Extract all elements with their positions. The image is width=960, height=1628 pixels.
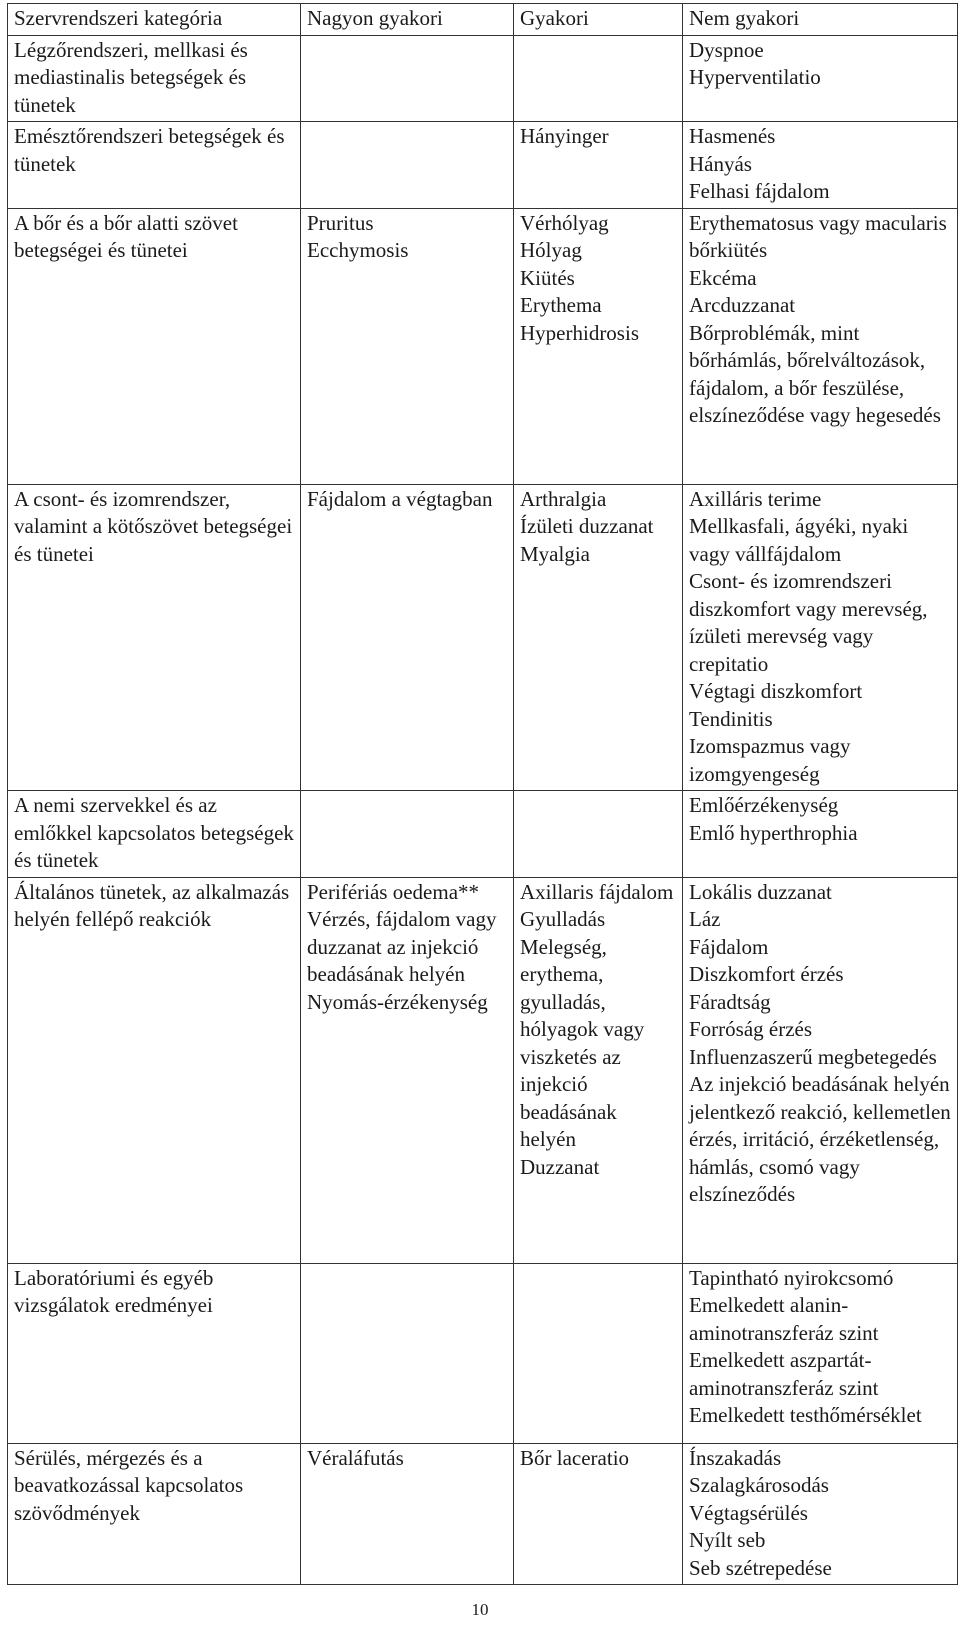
- page-number: 10: [471, 1600, 489, 1619]
- reaction-term: Arthralgia: [520, 486, 607, 511]
- reaction-term: Szalagkárosodás: [689, 1473, 829, 1497]
- reaction-term: Lokális duzzanat: [689, 879, 832, 904]
- reaction-term: Felhasi fájdalom: [689, 179, 830, 203]
- table-row: [8, 208, 958, 484]
- table-row: [8, 877, 958, 1263]
- reaction-term: Pruritus: [307, 210, 374, 235]
- reaction-term: Vérhólyag: [520, 210, 609, 235]
- cell-organ-class: Sérülés, mérgezés és a beavatkozással kapcsolatos szövődmények: [8, 1443, 301, 1585]
- cell-uncommon: [683, 35, 958, 122]
- cell-common: [514, 1263, 683, 1443]
- reaction-term: Az injekció beadásának helyén jelentkező reakció, kellemetlen érzés, irritáció, érzéketlenség, hámlás, csomó vagy elszíneződés: [689, 1072, 951, 1206]
- cell-organ-class: Általános tünetek, az alkalmazás helyén fellépő reakciók: [8, 877, 301, 1263]
- reaction-term: Emelkedett aszpartát-aminotranszferáz szint: [689, 1348, 879, 1400]
- reaction-term: Ekcéma: [689, 265, 757, 290]
- reaction-term: Erythema: [520, 293, 602, 317]
- adverse-reactions-table: [7, 3, 958, 1585]
- reaction-term: Myalgia: [520, 541, 590, 566]
- cell-common: [514, 35, 683, 122]
- reaction-term: Dyspnoe: [689, 37, 764, 62]
- cell-uncommon: [683, 1443, 958, 1585]
- cell-very-common: [301, 35, 514, 122]
- cell-uncommon: [683, 208, 958, 484]
- reaction-term: Nyílt seb: [689, 1528, 766, 1552]
- cell-organ-class: A csont- és izomrendszer, valamint a kötőszövet betegségei és tünetei: [8, 484, 301, 791]
- cell-uncommon: [683, 791, 958, 878]
- cell-uncommon: [683, 122, 958, 209]
- cell-very-common: [301, 877, 514, 1263]
- reaction-term: Hyperventilatio: [689, 65, 821, 89]
- cell-common: [514, 208, 683, 484]
- reaction-term: Duzzanat: [520, 1154, 600, 1179]
- table-row: [8, 35, 958, 122]
- cell-organ-class: Emésztőrendszeri betegségek és tünetek: [8, 122, 301, 209]
- reaction-term: Fájdalom a végtagban: [307, 486, 493, 511]
- cell-very-common: [301, 208, 514, 484]
- table-body: [8, 35, 958, 1585]
- reaction-term: Influenzaszerű megbetegedés: [689, 1044, 937, 1069]
- cell-very-common: [301, 1443, 514, 1585]
- reaction-term: Izomspazmus vagy izomgyengeség: [689, 734, 851, 786]
- cell-common: [514, 122, 683, 209]
- reaction-term: Fájdalom: [689, 934, 769, 959]
- reaction-term: Fáradtság: [689, 989, 771, 1014]
- cell-very-common: [301, 791, 514, 878]
- reaction-term: Hyperhidrosis: [520, 320, 639, 345]
- table-row: [8, 484, 958, 791]
- reaction-term: Végtagsérülés: [689, 1500, 808, 1525]
- reaction-term: Gyulladás: [520, 907, 606, 931]
- cell-very-common: [301, 484, 514, 791]
- cell-common: [514, 1443, 683, 1585]
- table-row: [8, 1443, 958, 1585]
- reaction-term: Erythematosus vagy macularis bőrkiütés: [689, 210, 947, 262]
- reaction-term: Hólyag: [520, 238, 582, 262]
- reaction-term: Emelkedett testhőmérséklet: [689, 1403, 922, 1427]
- cell-organ-class: Légzőrendszeri, mellkasi és mediastinalis betegségek és tünetek: [8, 35, 301, 122]
- reaction-term: Ínszakadás: [689, 1445, 782, 1470]
- reaction-term: Tapintható nyirokcsomó: [689, 1265, 894, 1290]
- reaction-term: Perifériás oedema**: [307, 879, 480, 904]
- cell-common: [514, 877, 683, 1263]
- table-header-row: [8, 4, 958, 36]
- reaction-term: Ecchymosis: [307, 238, 409, 262]
- cell-common: [514, 484, 683, 791]
- reaction-term: Mellkasfali, ágyéki, nyaki vagy vállfájdalom: [689, 514, 909, 566]
- reaction-term: Láz: [689, 907, 721, 931]
- header-common: Gyakori: [514, 4, 683, 36]
- table-row: [8, 1263, 958, 1443]
- reaction-term: Emlő hyperthrophia: [689, 820, 858, 845]
- reaction-term: Axillaris fájdalom: [520, 879, 674, 904]
- reaction-term: Seb szétrepedése: [689, 1555, 832, 1580]
- reaction-term: Véraláfutás: [307, 1445, 404, 1470]
- reaction-term: Végtagi diszkomfort: [689, 679, 863, 703]
- cell-organ-class: A bőr és a bőr alatti szövet betegségei és tünetei: [8, 208, 301, 484]
- cell-very-common: [301, 122, 514, 209]
- cell-organ-class: Laboratóriumi és egyéb vizsgálatok eredményei: [8, 1263, 301, 1443]
- reaction-term: Bőrproblémák, mint bőrhámlás, bőrelváltozások, fájdalom, a bőr feszülése, elszíneződése vagy hegesedés: [689, 320, 941, 427]
- reaction-term: Forróság érzés: [689, 1017, 813, 1041]
- reaction-term: Nyomás-érzékenység: [307, 989, 488, 1014]
- cell-common: [514, 791, 683, 878]
- reaction-term: Hányinger: [520, 124, 609, 148]
- header-uncommon: Nem gyakori: [683, 4, 958, 36]
- reaction-term: Ízületi duzzanat: [520, 514, 654, 538]
- table-row: [8, 791, 958, 878]
- reaction-term: Emelkedett alanin-aminotranszferáz szint: [689, 1293, 879, 1345]
- reaction-term: Arcduzzanat: [689, 293, 796, 317]
- table-row: [8, 122, 958, 209]
- reaction-term: Kiütés: [520, 265, 575, 290]
- reaction-term: Emlőérzékenység: [689, 793, 839, 817]
- cell-uncommon: [683, 1263, 958, 1443]
- reaction-term: Melegség, erythema, gyulladás, hólyagok vagy viszketés az injekció beadásának helyén: [520, 934, 645, 1151]
- reaction-term: Vérzés, fájdalom vagy duzzanat az injekció beadásának helyén: [307, 907, 497, 986]
- reaction-term: Csont- és izomrendszeri diszkomfort vagy merevség, ízületi merevség vagy crepitatio: [689, 569, 928, 676]
- cell-uncommon: [683, 877, 958, 1263]
- header-very-common: Nagyon gyakori: [301, 4, 514, 36]
- cell-uncommon: [683, 484, 958, 791]
- header-organ-class: Szervrendszeri kategória: [8, 4, 301, 36]
- reaction-term: Bőr laceratio: [520, 1445, 630, 1470]
- reaction-term: Axilláris terime: [689, 486, 822, 511]
- cell-organ-class: A nemi szervekkel és az emlőkkel kapcsolatos betegségek és tünetek: [8, 791, 301, 878]
- cell-very-common: [301, 1263, 514, 1443]
- reaction-term: Hasmenés: [689, 124, 776, 148]
- reaction-term: Diszkomfort érzés: [689, 962, 844, 986]
- reaction-term: Hányás: [689, 151, 752, 176]
- reaction-term: Tendinitis: [689, 706, 773, 731]
